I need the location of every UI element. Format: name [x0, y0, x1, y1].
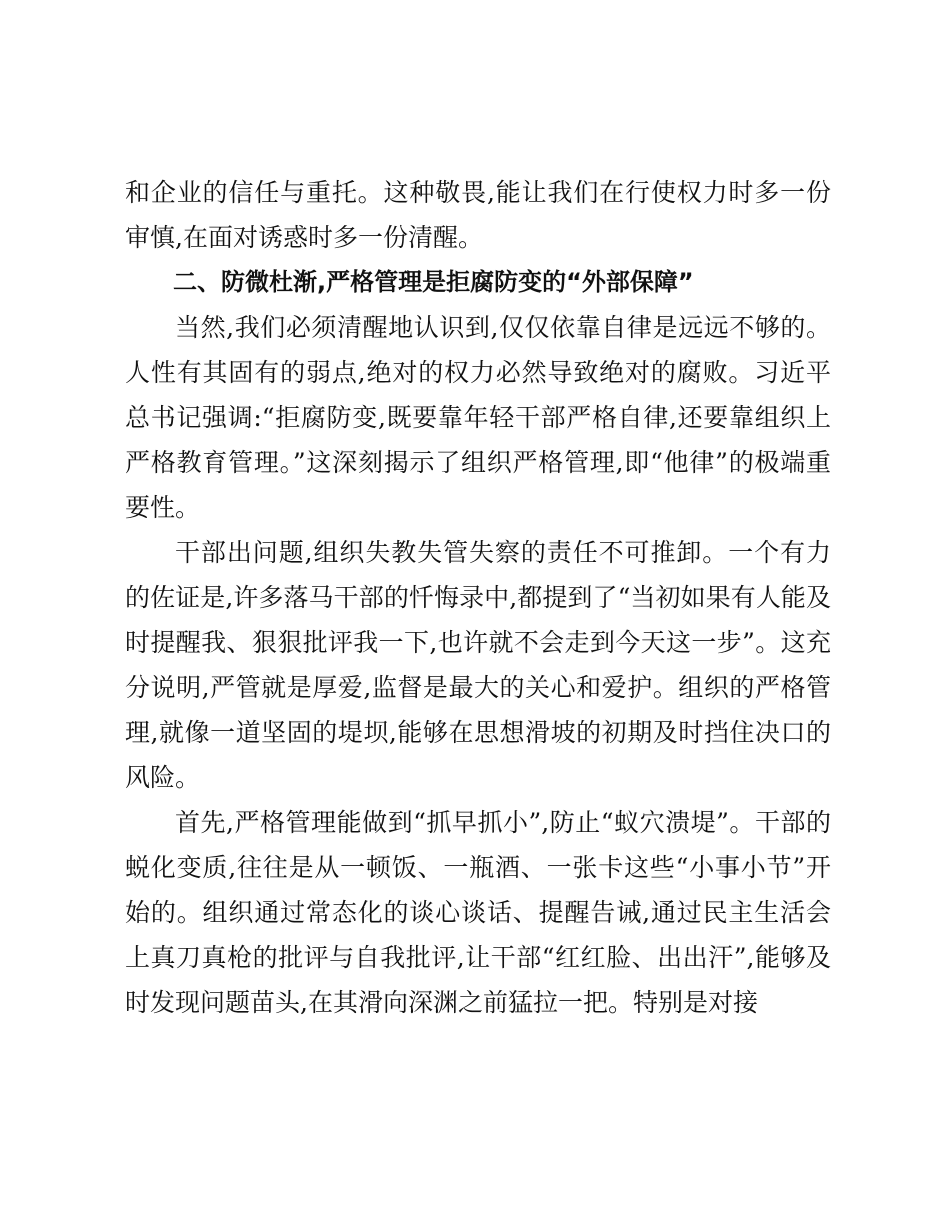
body-paragraph: 干部出问题,组织失教失管失察的责任不可推卸。一个有力的佐证是,许多落马干部的忏悔录中,都提到了“当初如果有人能及时提醒我、狠狠批评我一下,也许就不会走到今天这一步”。这充分说明,严管就是厚爱,监督是最大的关心和爱护。组织的严格管理,就像一道坚固的堤坝,能够在思想滑坡的初期及时挡住决口的风险。 [125, 538, 831, 792]
body-paragraph: 当然,我们必须清醒地认识到,仅仅依靠自律是远远不够的。人性有其固有的弱点,绝对的权力必然导致绝对的腐败。习近平总书记强调:“拒腐防变,既要靠年轻干部严格自律,还要靠组织上严格教育管理。”这深刻揭示了组织严格管理,即“他律”的极端重要性。 [125, 313, 831, 522]
document-body [125, 170, 831, 1025]
continuation-paragraph: 和企业的信任与重托。这种敬畏,能让我们在行使权力时多一份审慎,在面对诱惑时多一份清醒。 [125, 178, 831, 252]
body-paragraph: 首先,严格管理能做到“抓早抓小”,防止“蚁穴溃堤”。干部的蜕化变质,往往是从一顿饭、一瓶酒、一张卡这些“小事小节”开始的。组织通过常态化的谈心谈话、提醒告诫,通过民主生活会上真刀真枪的批评与自我批评,让干部“红红脸、出出汗”,能够及时发现问题苗头,在其滑向深渊之前猛拉一把。特别是对接 [125, 808, 831, 1017]
section-heading: 二、防微杜渐,严格管理是拒腐防变的“外部保障” [173, 268, 694, 296]
